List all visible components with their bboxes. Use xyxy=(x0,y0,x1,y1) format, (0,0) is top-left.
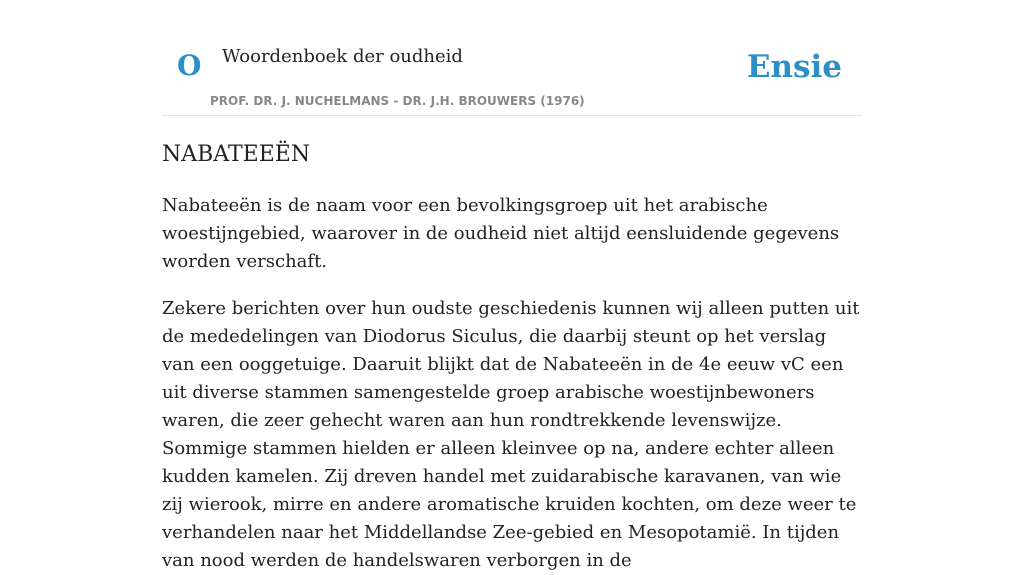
book-authors: PROF. DR. J. NUCHELMANS - DR. J.H. BROUWERS (1976) xyxy=(210,94,585,108)
book-title[interactable]: Woordenboek der oudheid xyxy=(222,46,463,67)
ensie-logo[interactable]: Ensie xyxy=(746,49,842,85)
entry-paragraph: Zekere berichten over hun oudste geschiedenis kunnen wij alleen putten uit de mededelingen van Diodorus Siculus, die daarbij steunt op het verslag van een ooggetuige. Daaruit blijkt dat de Nabateeën in de 4e eeuw vC een uit diverse stammen samengestelde groep arabische woestijnbewoners waren, die zeer gehecht waren aan hun rondtrekkende levenswijze. Sommige stammen hielden er alleen kleinvee op na, andere echter alleen kudden kamelen. Zij dreven handel met zuidarabische karavanen, van wie zij wierook, mirre en andere aromatische kruiden kochten, om deze weer te verhandelen naar het Middellandse Zee-gebied en Mesopotamië. In tijden van nood werden de handelswaren verborgen in de xyxy=(162,298,860,572)
entry-title: NABATEEËN xyxy=(162,142,311,167)
page xyxy=(162,0,862,575)
index-letter[interactable]: O xyxy=(177,49,202,82)
entry-paragraph: Nabateeën is de naam voor een bevolkingsgroep uit het arabische woestijngebied, waarover in de oudheid niet altijd eensluidende gegevens worden verschaft. xyxy=(162,195,840,273)
header xyxy=(162,0,862,116)
